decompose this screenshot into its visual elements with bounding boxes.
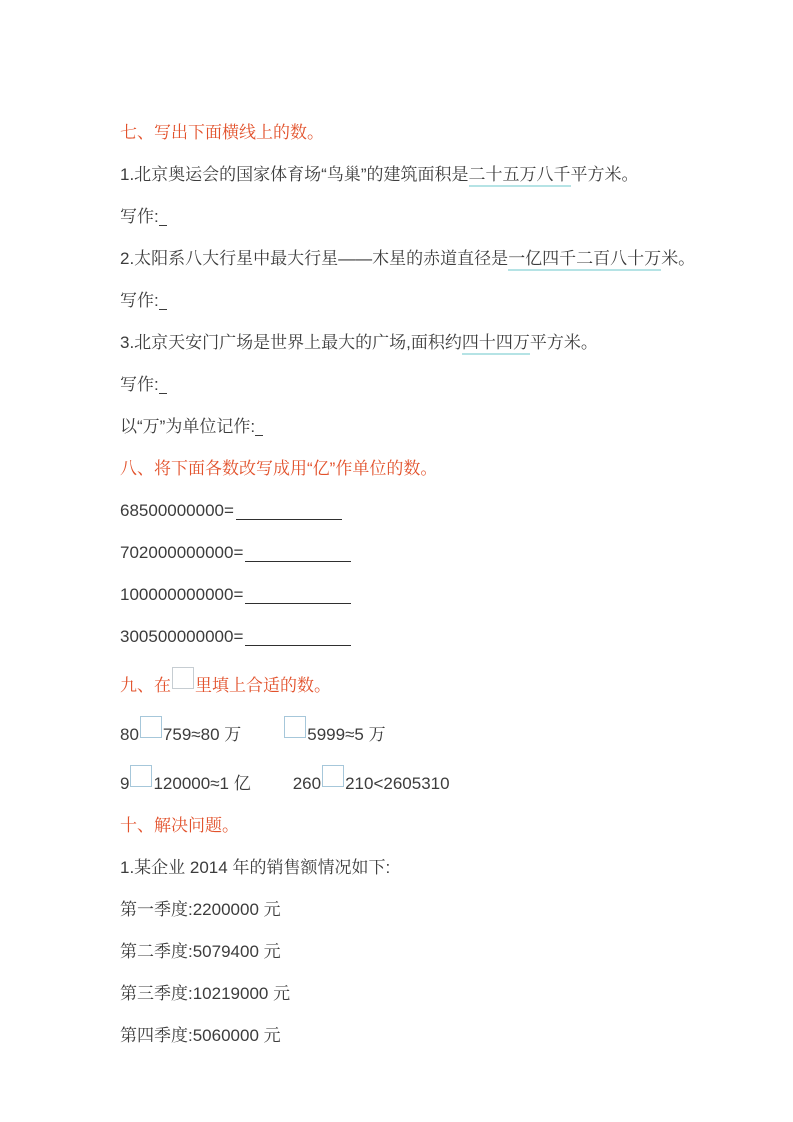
answer-box-1: [140, 716, 162, 738]
equation-row-3: [120, 583, 733, 606]
equation-row-2: [120, 541, 733, 564]
equation-3: 100000000000=: [120, 585, 244, 604]
write-blank-2: [159, 297, 167, 310]
equation-2: 702000000000=: [120, 543, 244, 562]
equation-4-blank: [245, 631, 351, 646]
question-1-text: 1.北京奥运会的国家体育场“鸟巢”的建筑面积是: [120, 165, 469, 184]
fill-4-pre: 260: [292, 774, 322, 793]
question-1-tail: 平方米。: [570, 165, 639, 184]
fill-1-pre: 80: [120, 725, 139, 744]
answer-box-2: [284, 716, 306, 738]
wan-unit-label: 以“万”为单位记作:: [120, 417, 256, 436]
fill-row-1: [120, 716, 733, 746]
quarter-3: 第三季度:10219000 元: [120, 984, 291, 1003]
equation-4: 300500000000=: [120, 627, 244, 646]
write-blank-3: [159, 381, 167, 394]
question-2-text: 2.太阳系八大行星中最大行星——木星的赤道直径是: [120, 249, 509, 268]
equation-row-1: [120, 499, 733, 522]
question-2-underlined-number: 一亿四千二百八十万: [508, 249, 661, 271]
write-answer-line-3: [120, 373, 733, 396]
question-2-tail: 米。: [661, 249, 696, 268]
equation-row-4: [120, 625, 733, 648]
fill-4-post: 210<2605310: [345, 774, 450, 793]
question-1-underlined-number: 二十五万八千: [469, 165, 571, 187]
section-seven-heading: 七、写出下面横线上的数。: [120, 123, 324, 142]
fill-row-2: [120, 765, 733, 795]
question-3-tail: 平方米。: [529, 333, 598, 352]
write-label-1: 写作:: [120, 207, 159, 226]
section-nine-heading-pre: 九、在: [120, 676, 171, 695]
heading-answer-box: [172, 667, 194, 689]
section-ten-heading: 十、解决问题。: [120, 816, 239, 835]
wan-unit-blank: [255, 423, 263, 436]
equation-1: 68500000000=: [120, 501, 234, 520]
problem-intro: 1.某企业 2014 年的销售额情况如下:: [120, 858, 391, 877]
equation-1-blank: [236, 505, 342, 520]
wan-unit-answer-line: [120, 415, 733, 438]
write-label-3: 写作:: [120, 375, 159, 394]
write-blank-1: [159, 213, 167, 226]
quarter-4: 第四季度:5060000 元: [120, 1026, 281, 1045]
question-1: [120, 163, 733, 186]
question-3-text: 3.北京天安门广场是世界上最大的广场,面积约: [120, 333, 462, 352]
fill-3-post: 120000≈1 亿: [153, 774, 251, 793]
write-answer-line-2: [120, 289, 733, 312]
section-eight-heading: 八、将下面各数改写成用“亿”作单位的数。: [120, 459, 438, 478]
quarter-1: 第一季度:2200000 元: [120, 900, 281, 919]
fill-3-pre: 9: [120, 774, 130, 793]
answer-box-4: [322, 765, 344, 787]
equation-2-blank: [245, 547, 351, 562]
write-answer-line-1: [120, 205, 733, 228]
fill-2-post: 5999≈5 万: [307, 725, 386, 744]
write-label-2: 写作:: [120, 291, 159, 310]
quarter-2: 第二季度:5079400 元: [120, 942, 281, 961]
question-3: [120, 331, 733, 354]
section-nine-heading: [120, 667, 733, 697]
answer-box-3: [130, 765, 152, 787]
question-2: [120, 247, 733, 270]
question-3-underlined-number: 四十四万: [462, 333, 530, 355]
equation-3-blank: [245, 589, 351, 604]
fill-1-post: 759≈80 万: [162, 725, 242, 744]
section-nine-heading-post: 里填上合适的数。: [195, 676, 331, 695]
